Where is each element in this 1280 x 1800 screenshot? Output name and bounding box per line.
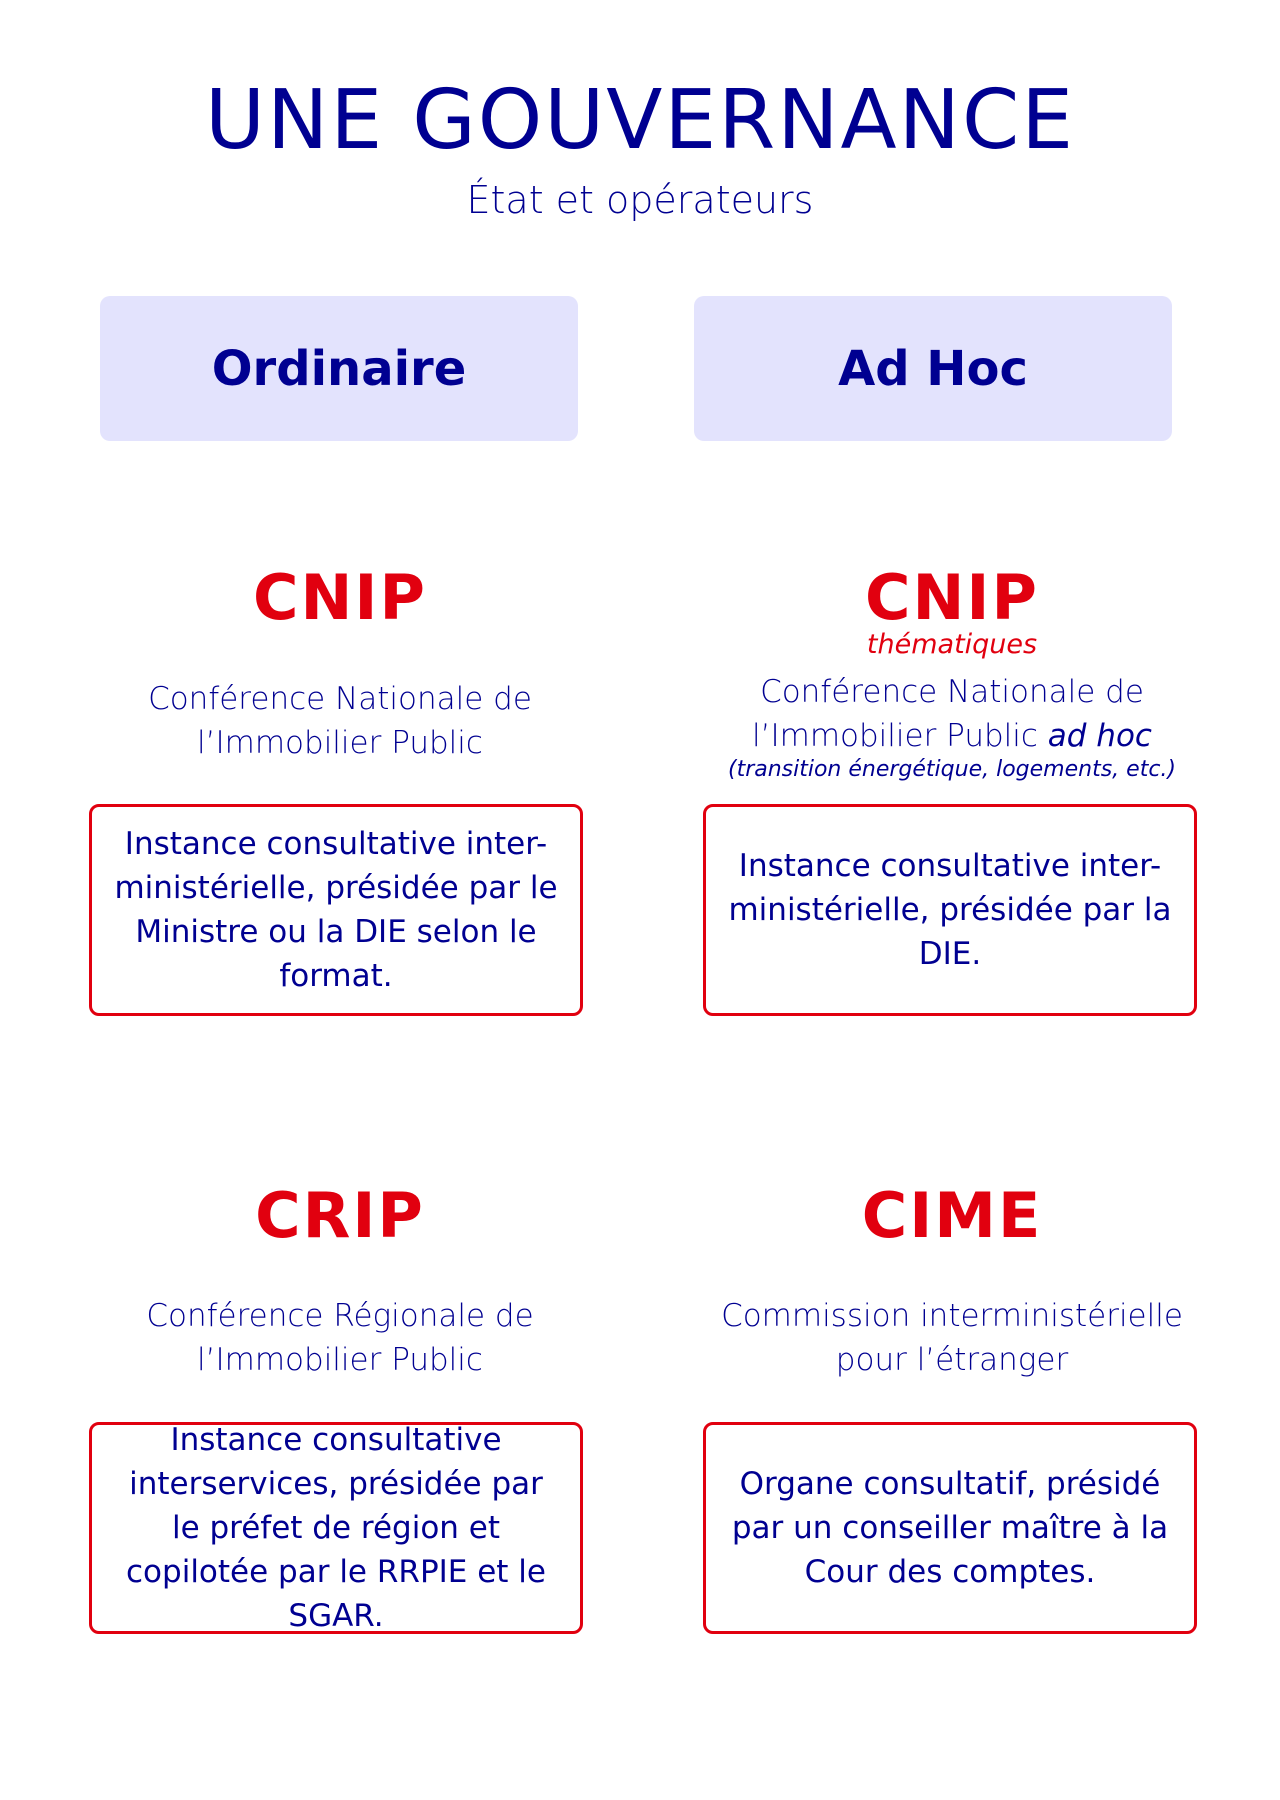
category-ad-hoc — [694, 296, 1172, 441]
cnip-thematiques-acronym: CNIP — [865, 561, 1039, 634]
fullname-line: Conférence Régionale de — [146, 1298, 534, 1334]
cnip-thematiques-fullname — [692, 670, 1212, 758]
cnip-acronym: CNIP — [253, 561, 427, 634]
category-label: Ordinaire — [211, 340, 467, 397]
fullname-line: l’Immobilier Public — [197, 1342, 483, 1378]
fullname-line: l’Immobilier Public — [197, 725, 483, 761]
fullname-line: Conférence Nationale de — [148, 681, 532, 717]
cnip-description-box — [89, 804, 583, 1016]
cnip-thematiques-note: (transition énergétique, logements, etc.) — [727, 757, 1176, 782]
page-subtitle: État et opérateurs — [466, 178, 814, 222]
page-title: UNE GOUVERNANCE — [204, 73, 1076, 168]
fullname-line: Conférence Nationale de — [760, 674, 1144, 710]
cime-fullname — [692, 1294, 1212, 1382]
fullname-line: l’Immobilier Public ad hoc — [752, 718, 1152, 754]
cnip-description: Instance consultative inter-ministérielle, présidée par le Ministre ou la DIE selon le format. — [114, 826, 558, 994]
fullname-line: Commission interministérielle — [721, 1298, 1183, 1334]
cime-description: Organe consultatif, présidé par un conseiller maître à la Cour des comptes. — [731, 1466, 1169, 1590]
fullname-line: pour l’étranger — [835, 1342, 1069, 1378]
crip-description: Instance consultative interservices, présidée par le préfet de région et copilotée par le RRPIE et le SGAR. — [126, 1422, 546, 1634]
cime-description-box — [703, 1422, 1197, 1634]
crip-description-box — [89, 1422, 583, 1634]
cnip-thematiques-description-box — [703, 804, 1197, 1016]
cnip-thematiques-qualifier: thématiques — [866, 629, 1038, 660]
crip-acronym: CRIP — [255, 1179, 425, 1252]
cnip-fullname — [80, 677, 600, 765]
fullname-italic: ad hoc — [1047, 718, 1152, 754]
category-ordinaire — [100, 296, 578, 441]
cnip-thematiques-description: Instance consultative inter-ministérielle, présidée par la DIE. — [728, 848, 1172, 972]
crip-fullname — [80, 1294, 600, 1382]
cime-acronym: CIME — [861, 1179, 1043, 1252]
category-label: Ad Hoc — [838, 340, 1028, 397]
